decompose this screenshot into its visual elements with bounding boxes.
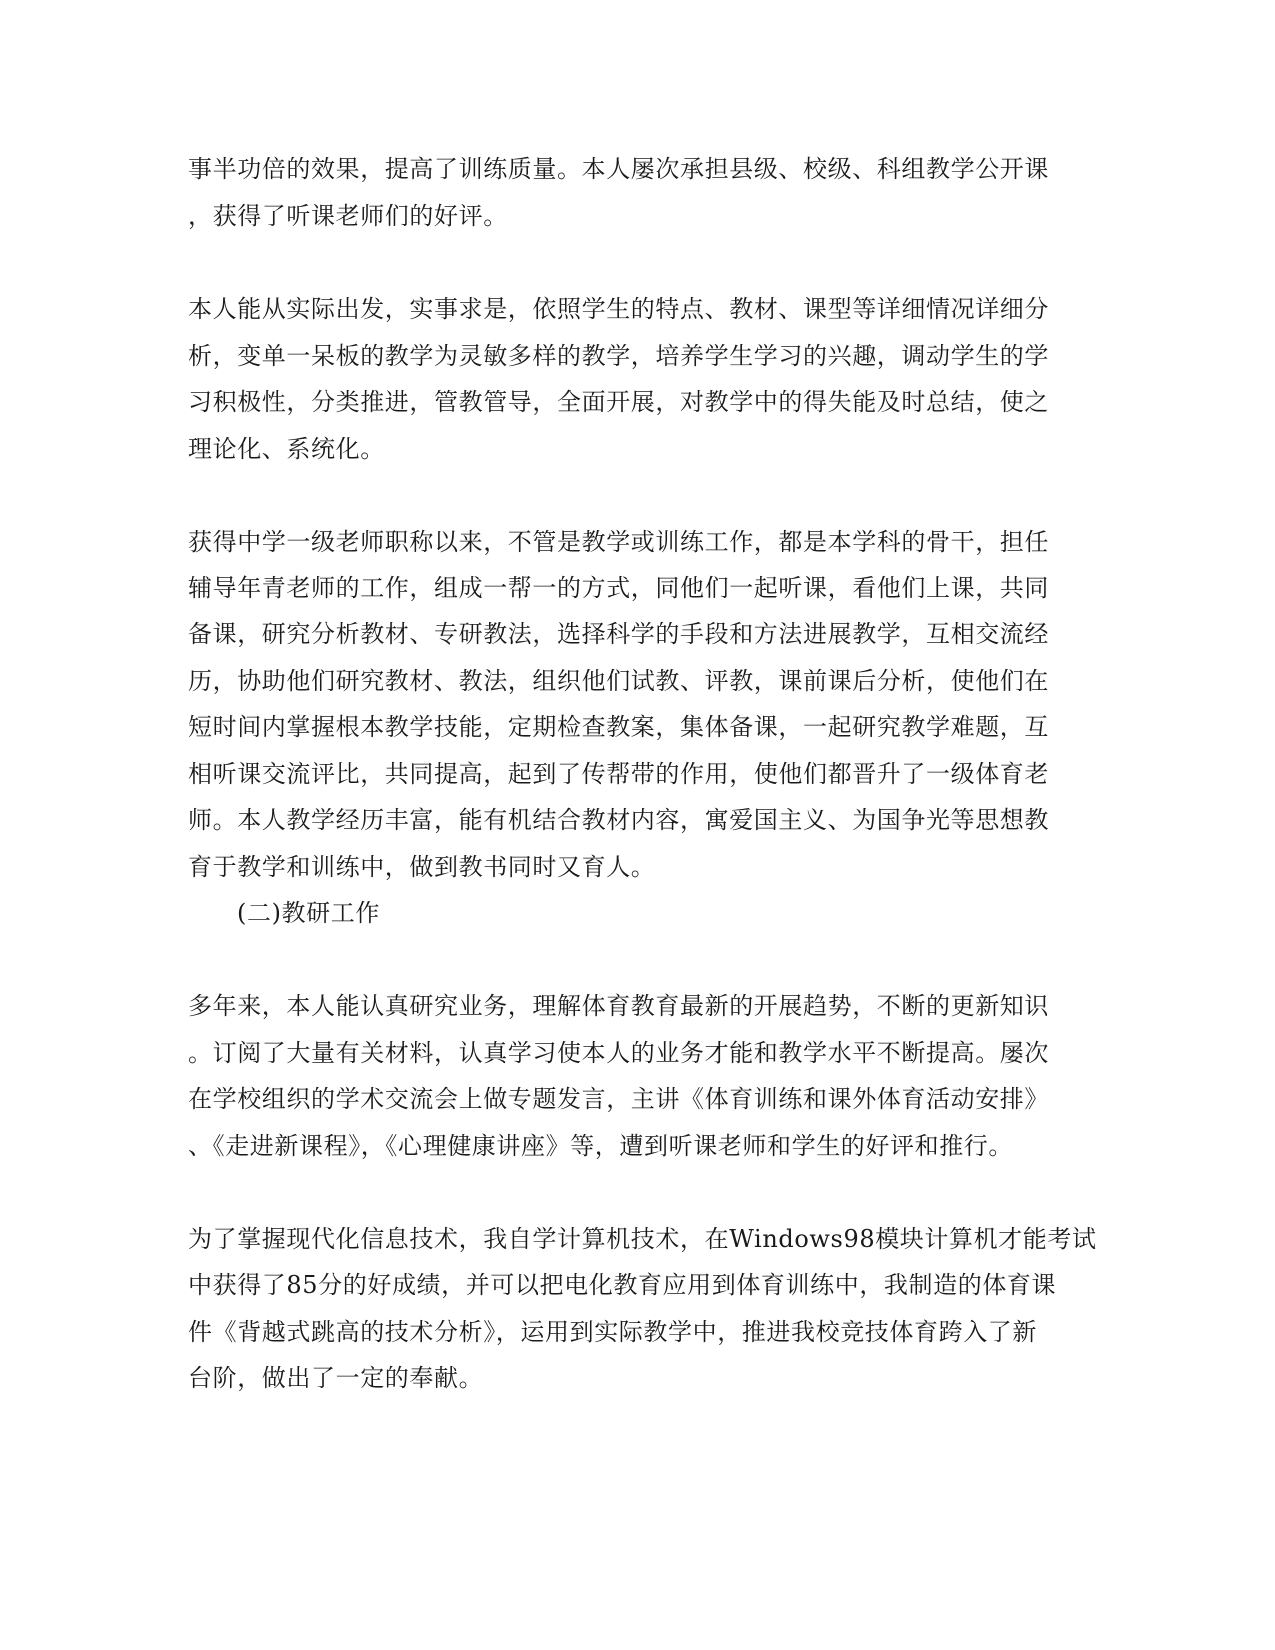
paragraph-5-line-3: 件《背越式跳高的技术分析》，运用到实际教学中，推进我校竞技体育跨入了新 [188,1318,1037,1346]
paragraph-1-line-2: ，获得了听课老师们的好评。 [188,202,508,230]
section-heading: (二)教研工作 [237,899,380,927]
paragraph-3-line-7: 师。本人教学经历丰富，能有机结合教材内容，寓爱国主义、为国争光等思想教 [188,806,1049,834]
paragraph-2-line-4: 理论化、系统化。 [188,435,385,463]
paragraph-3-line-3: 备课，研究分析教材、专研教法，选择科学的手段和方法进展教学，互相交流经 [188,620,1049,648]
paragraph-1-line-1: 事半功倍的效果，提高了训练质量。本人屡次承担县级、校级、科组教学公开课 [188,155,1049,183]
paragraph-3-line-5: 短时间内掌握根本教学技能，定期检查教案，集体备课，一起研究教学难题，互 [188,713,1049,741]
paragraph-4-line-4: 、《走进新课程》，《心理健康讲座》等，遭到听课老师和学生的好评和推行。 [188,1132,1013,1160]
paragraph-2-line-2: 析，变单一呆板的教学为灵敏多样的教学，培养学生学习的兴趣，调动学生的学 [188,342,1049,370]
paragraph-4-line-3: 在学校组织的学术交流会上做专题发言，主讲《体育训练和课外体育活动安排》 [188,1085,1049,1113]
paragraph-4-line-1: 多年来，本人能认真研究业务，理解体育教育最新的开展趋势，不断的更新知识 [188,992,1049,1020]
paragraph-2-line-1: 本人能从实际出发，实事求是，依照学生的特点、教材、课型等详细情况详细分 [188,295,1049,323]
paragraph-5-line-4: 台阶，做出了一定的奉献。 [188,1364,484,1392]
paragraph-4-line-2: 。订阅了大量有关材料，认真学习使本人的业务才能和教学水平不断提高。屡次 [188,1039,1049,1067]
paragraph-5-line-1: 为了掌握现代化信息技术，我自学计算机技术，在Windows98模块计算机才能考试 [188,1225,1097,1253]
paragraph-3-line-8: 育于教学和训练中，做到教书同时又育人。 [188,853,656,881]
paragraph-3-line-4: 历，协助他们研究教材、教法，组织他们试教、评教，课前课后分析，使他们在 [188,667,1049,695]
paragraph-3-line-2: 辅导年青老师的工作，组成一帮一的方式，同他们一起听课，看他们上课，共同 [188,574,1049,602]
paragraph-2-line-3: 习积极性，分类推进，管教管导，全面开展，对教学中的得失能及时总结，使之 [188,388,1049,416]
paragraph-5-line-2: 中获得了85分的好成绩，并可以把电化教育应用到体育训练中，我制造的体育课 [188,1271,1057,1299]
paragraph-3-line-6: 相听课交流评比，共同提高，起到了传帮带的作用，使他们都晋升了一级体育老 [188,760,1049,788]
paragraph-3-line-1: 获得中学一级老师职称以来，不管是教学或训练工作，都是本学科的骨干，担任 [188,528,1049,556]
